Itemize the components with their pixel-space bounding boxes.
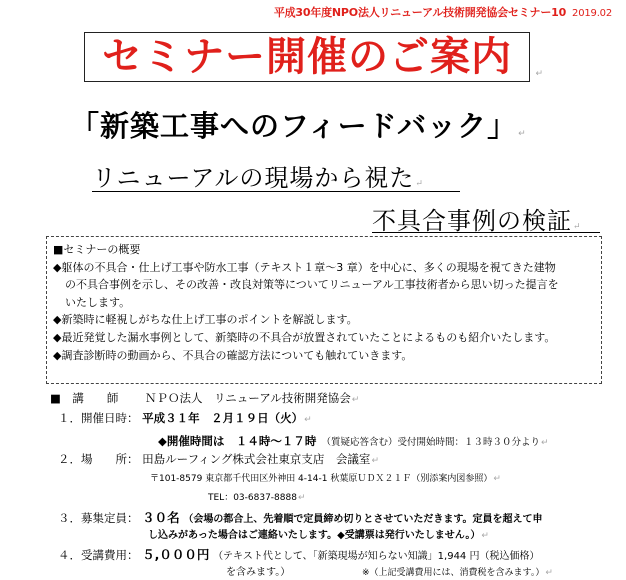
return-mark-icon: ↵ bbox=[573, 222, 582, 232]
return-mark-icon: ↵ bbox=[540, 438, 549, 448]
time-row bbox=[158, 430, 549, 449]
fee-note-line2: を含みます。） bbox=[226, 567, 291, 578]
date-label: １．開催日時： bbox=[58, 411, 139, 425]
venue-address: 〒101-8579 東京都千代田区外神田 4-14-1 秋葉原ＵＤＸ２１Ｆ（別添案内図参照）↵ bbox=[150, 474, 501, 484]
capacity-note-line2: し込みがあった場合はご連絡いたします。◆受講票は発行いたしません。）↵ bbox=[148, 530, 489, 541]
date-row bbox=[58, 410, 312, 426]
overview-item: ◆最近発覚した漏水事例として、新築時の不具合が放置されていたことによるものも紹介いたします。 bbox=[53, 330, 556, 344]
lecturer-row bbox=[50, 390, 359, 406]
overview-item: ◆調査診断時の動画から、不具合の確認方法についても触れていきます。 bbox=[53, 348, 413, 362]
fee-note-tax: ※（上記受講費用には、消費税を含みます。）↵ bbox=[362, 568, 553, 578]
time-note: （質疑応答含む）受付開始時間：１３時３０分より bbox=[321, 437, 540, 448]
fee-note: （テキスト代として、「新築現場が知らない知識」1,944 円（税込価格） bbox=[213, 551, 540, 562]
capacity-row bbox=[58, 508, 543, 526]
title-box bbox=[84, 32, 543, 82]
capacity-value: ３０名 bbox=[142, 510, 180, 525]
subtitle: 「新築工事へのフィードバック」↵ bbox=[70, 109, 527, 143]
overview-item: の不具合事例を示し、その改善・改良対策等についてリニューアル工事技術者から思い切った提言を bbox=[65, 278, 559, 292]
lecturer-label: ■ 講 師 bbox=[50, 391, 119, 405]
tagline-line1: リニューアルの現場から視た↵ bbox=[92, 164, 424, 192]
time-label: ◆開催時間は １４時～１７時 bbox=[158, 434, 317, 448]
capacity-note: （会場の都合上、先着順で定員締め切りとさせていただきます。定員を超えて申 bbox=[183, 514, 543, 525]
header-text: 平成30年度NPO法人リニューアル技術開発協会セミナー10 bbox=[273, 6, 567, 19]
overview-item: ◆新築時に軽視しがちな仕上げ工事のポイントを解説します。 bbox=[53, 313, 358, 327]
venue-value: 田島ルーフィング株式会社東京支店 会議室 bbox=[142, 452, 371, 466]
return-mark-icon: ↵ bbox=[493, 474, 501, 484]
tagline-underline bbox=[92, 191, 460, 192]
overview-item: いたします。 bbox=[65, 295, 131, 309]
venue-label: ２．場 所： bbox=[58, 452, 139, 466]
return-mark-icon: ↵ bbox=[304, 415, 312, 425]
date-value: 平成３１年 ２月１９日（火） bbox=[142, 411, 304, 425]
capacity-label: ３．募集定員： bbox=[58, 511, 139, 525]
tagline-underline bbox=[372, 232, 600, 233]
venue-tel: TEL：03-6837-8888↵ bbox=[208, 493, 306, 503]
header-date: 2019.02 bbox=[572, 8, 612, 19]
overview-item: ◆躯体の不具合・仕上げ工事や防水工事（テキスト１章～3 章）を中心に、多くの現場を視てきた建物 bbox=[53, 260, 556, 274]
tagline-line2: 不具合事例の検証↵ bbox=[372, 207, 582, 235]
return-mark-icon: ↵ bbox=[371, 456, 379, 466]
return-mark-icon: ↵ bbox=[481, 531, 489, 541]
return-mark-icon: ↵ bbox=[518, 129, 527, 139]
return-mark-icon: ↵ bbox=[351, 395, 360, 405]
venue-row bbox=[58, 451, 379, 467]
fee-value: ５,０００円 bbox=[142, 547, 210, 562]
overview-box bbox=[46, 236, 602, 384]
return-mark-icon: ↵ bbox=[545, 568, 553, 578]
return-mark-icon: ↵ bbox=[415, 179, 424, 189]
fee-label: ４．受講費用： bbox=[58, 548, 139, 562]
overview-heading: ■セミナーの概要 bbox=[53, 243, 141, 256]
fee-row bbox=[58, 545, 539, 563]
return-mark-icon: ↵ bbox=[535, 69, 543, 79]
header-line bbox=[274, 4, 612, 20]
return-mark-icon: ↵ bbox=[297, 493, 306, 503]
lecturer-value: ＮＰＯ法人 リニューアル技術開発協会 bbox=[145, 391, 351, 405]
page-title: セミナー開催のご案内 bbox=[102, 34, 512, 80]
